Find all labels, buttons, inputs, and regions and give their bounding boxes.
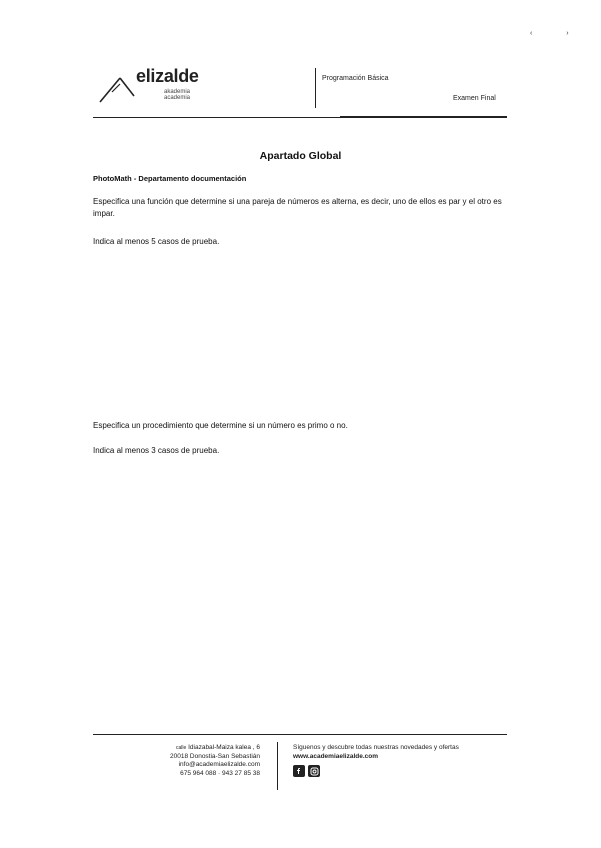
- footer-phones: 675 964 088 · 943 27 85 38: [180, 769, 260, 777]
- exercise-1-test-cases: Indica al menos 5 casos de prueba.: [93, 237, 220, 246]
- brand-subtitle-line2: academia: [164, 95, 191, 101]
- brand-subtitle: [164, 89, 190, 101]
- section-subtitle: PhotoMath - Departamento documentación: [93, 174, 247, 183]
- address-line2: 20018 Donostia-San Sebastián: [170, 752, 260, 760]
- header-rule-accent: [340, 116, 507, 118]
- facebook-icon[interactable]: [293, 765, 305, 777]
- page-corner-marks: ‹ ›: [530, 30, 585, 37]
- section-title: Apartado Global: [259, 150, 342, 162]
- footer-email: info@academiaelizalde.com: [178, 761, 260, 768]
- brand-subtitle-line1: akademia: [164, 89, 191, 95]
- brand-name: elizalde: [136, 66, 199, 86]
- course-name: Programación Básica: [322, 75, 389, 82]
- footer-social: [293, 744, 459, 761]
- house-logo-icon: [98, 64, 138, 106]
- instagram-icon[interactable]: [308, 765, 320, 777]
- exercise-2-test-cases: Indica al menos 3 casos de prueba.: [93, 446, 220, 455]
- header-divider: [315, 68, 316, 108]
- social-text: Síguenos y descubre todas nuestras novedades y ofertas: [293, 744, 459, 751]
- footer-address: [130, 744, 260, 778]
- social-icons: [293, 765, 320, 777]
- exam-name: Examen Final: [453, 95, 496, 102]
- footer-divider: [277, 742, 278, 790]
- footer-rule: [93, 734, 507, 735]
- exercise-1-statement: Especifica una función que determine si una pareja de números es alterna, es decir, uno de ellos es par y el otro es impar.: [93, 197, 502, 218]
- address-line1: calle Idiazabal-Maiza kalea , 6: [175, 744, 260, 751]
- elizalde-logo: [98, 64, 228, 106]
- exercise-2-statement: Especifica un procedimiento que determine si un número es primo o no.: [93, 421, 348, 430]
- footer-website: www.academiaelizalde.com: [293, 752, 379, 760]
